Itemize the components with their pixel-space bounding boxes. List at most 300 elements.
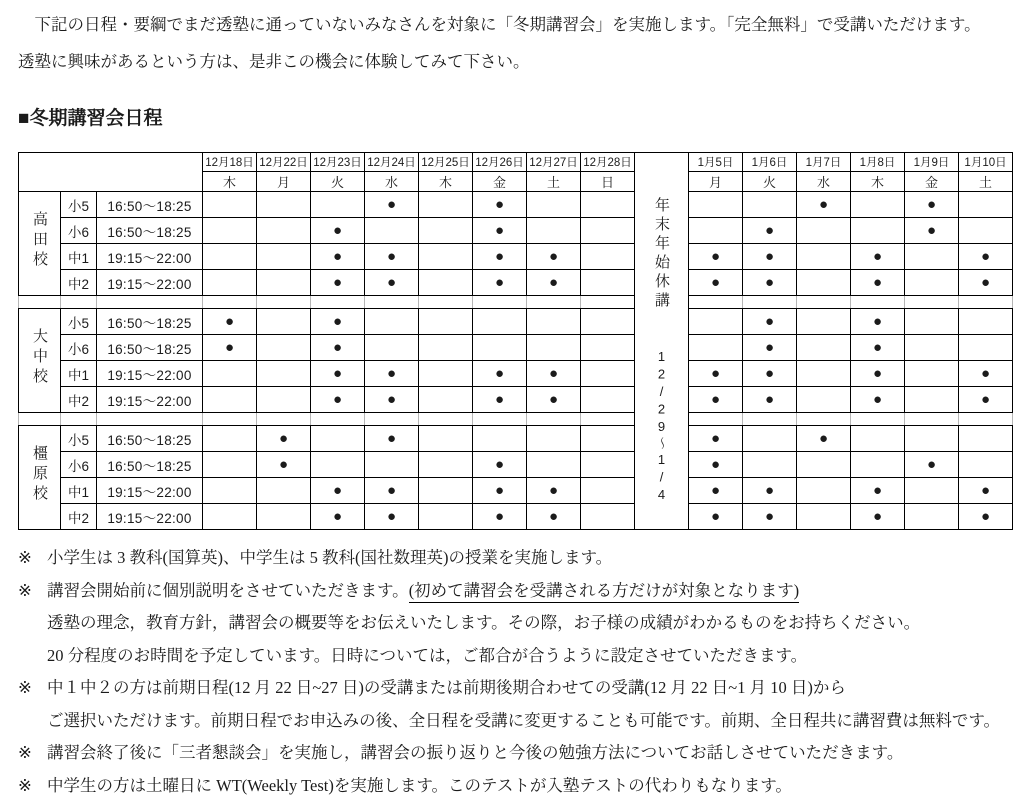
note-item [18, 542, 1010, 575]
note-text: 中学生の方は土曜日に WT(Weekly Test)を実施します。このテストが入塾テストの代わりもなります。 [47, 776, 792, 795]
grade-label: 小5 [61, 309, 97, 335]
weekday-cell: 金 [473, 172, 527, 192]
separator-cell [851, 413, 905, 426]
separator-cell [689, 413, 743, 426]
separator-row [19, 296, 1013, 309]
separator-cell [97, 413, 203, 426]
note-marker: ※ [18, 672, 47, 737]
separator-cell [851, 296, 905, 309]
separator-cell [581, 296, 635, 309]
schedule-dot-cell: ● [311, 335, 365, 361]
note-lines [47, 542, 1010, 575]
schedule-empty-cell [797, 478, 851, 504]
grade-label: 中1 [61, 244, 97, 270]
schedule-empty-cell [473, 335, 527, 361]
schedule-empty-cell [959, 452, 1013, 478]
schedule-row [19, 309, 1013, 335]
schedule-empty-cell [851, 192, 905, 218]
schedule-empty-cell [473, 426, 527, 452]
schedule-empty-cell [797, 270, 851, 296]
schedule-empty-cell [527, 452, 581, 478]
schedule-empty-cell [581, 218, 635, 244]
schedule-empty-cell [365, 309, 419, 335]
separator-cell [797, 413, 851, 426]
schedule-empty-cell [203, 504, 257, 530]
schedule-dot-cell: ● [311, 244, 365, 270]
schedule-empty-cell [365, 335, 419, 361]
schedule-row [19, 335, 1013, 361]
grade-label: 小5 [61, 192, 97, 218]
schedule-dot-cell: ● [311, 270, 365, 296]
schedule-empty-cell [959, 426, 1013, 452]
schedule-dot-cell: ● [365, 387, 419, 413]
schedule-empty-cell [527, 335, 581, 361]
separator-cell [743, 296, 797, 309]
separator-cell [61, 413, 97, 426]
note-line [47, 770, 1010, 802]
holiday-period: 12/29～1/4 [655, 349, 668, 505]
schedule-empty-cell [797, 361, 851, 387]
schedule-dot-cell: ● [473, 361, 527, 387]
schedule-empty-cell [365, 452, 419, 478]
holiday-title: 年末年始休講 [654, 197, 669, 311]
schedule-empty-cell [419, 426, 473, 452]
schedule-row [19, 478, 1013, 504]
date-header-cell: 12月23日 [311, 153, 365, 172]
schedule-dot-cell: ● [311, 504, 365, 530]
note-item [18, 770, 1010, 802]
school-name: 橿原校 [32, 445, 47, 505]
schedule-empty-cell [797, 244, 851, 270]
schedule-dot-cell: ● [851, 335, 905, 361]
schedule-empty-cell [203, 387, 257, 413]
schedule-empty-cell [581, 335, 635, 361]
schedule-empty-cell [797, 309, 851, 335]
schedule-empty-cell [527, 218, 581, 244]
time-slot: 16:50～18:25 [97, 192, 203, 218]
schedule-dot-cell: ● [689, 478, 743, 504]
weekday-cell: 水 [797, 172, 851, 192]
schedule-dot-cell: ● [851, 478, 905, 504]
schedule-dot-cell: ● [365, 270, 419, 296]
note-text: ご選択いただけます。前期日程でお申込みの後、全日程を受講に変更することも可能です。前期、全日程共に講習費は無料です。 [47, 711, 1000, 730]
note-lines [47, 575, 1010, 673]
schedule-empty-cell [257, 335, 311, 361]
weekday-cell: 火 [311, 172, 365, 192]
schedule-empty-cell [257, 387, 311, 413]
schedule-dot-cell: ● [527, 387, 581, 413]
schedule-empty-cell [581, 478, 635, 504]
separator-row [19, 413, 1013, 426]
separator-cell [581, 413, 635, 426]
schedule-empty-cell [959, 309, 1013, 335]
section-heading: ■冬期講習会日程 [18, 106, 1010, 132]
schedule-dot-cell: ● [311, 387, 365, 413]
note-line [47, 672, 1010, 705]
grade-label: 小6 [61, 335, 97, 361]
schedule-dot-cell: ● [527, 244, 581, 270]
schedule-dot-cell: ● [851, 244, 905, 270]
date-header-cell: 1月6日 [743, 153, 797, 172]
schedule-empty-cell [581, 426, 635, 452]
date-header-cell: 1月8日 [851, 153, 905, 172]
weekday-cell: 水 [365, 172, 419, 192]
schedule-dot-cell: ● [851, 309, 905, 335]
schedule-dot-cell: ● [797, 192, 851, 218]
note-line [47, 705, 1010, 738]
date-header-cell: 12月26日 [473, 153, 527, 172]
schedule-dot-cell: ● [743, 335, 797, 361]
date-header-cell: 12月22日 [257, 153, 311, 172]
intro-line-2: 透塾に興味があるという方は、是非この機会に体験してみて下さい。 [18, 43, 1010, 80]
time-slot: 19:15～22:00 [97, 387, 203, 413]
schedule-empty-cell [743, 452, 797, 478]
separator-cell [905, 296, 959, 309]
schedule-empty-cell [419, 335, 473, 361]
schedule-dot-cell: ● [311, 309, 365, 335]
note-marker: ※ [18, 575, 47, 673]
schedule-dot-cell: ● [311, 478, 365, 504]
date-header-cell: 1月9日 [905, 153, 959, 172]
schedule-empty-cell [905, 270, 959, 296]
schedule-empty-cell [581, 192, 635, 218]
schedule-row [19, 387, 1013, 413]
schedule-dot-cell: ● [527, 270, 581, 296]
separator-cell [473, 413, 527, 426]
schedule-empty-cell [311, 192, 365, 218]
date-header-cell: 12月28日 [581, 153, 635, 172]
schedule-dot-cell: ● [743, 361, 797, 387]
schedule-empty-cell [581, 504, 635, 530]
schedule-empty-cell [743, 192, 797, 218]
schedule-dot-cell: ● [365, 244, 419, 270]
schedule-empty-cell [203, 452, 257, 478]
note-text: 中１中２の方は前期日程(12 月 22 日~27 日)の受講または前期後期合わせての受講(12 月 22 日~1 月 10 日)から [47, 678, 846, 697]
schedule-row [19, 218, 1013, 244]
schedule-empty-cell [581, 270, 635, 296]
schedule-dot-cell: ● [959, 244, 1013, 270]
weekday-cell: 金 [905, 172, 959, 192]
time-slot: 16:50～18:25 [97, 335, 203, 361]
schedule-empty-cell [581, 244, 635, 270]
grade-label: 中2 [61, 270, 97, 296]
separator-cell [743, 413, 797, 426]
schedule-row [19, 192, 1013, 218]
note-line [47, 737, 1010, 770]
separator-cell [689, 296, 743, 309]
date-header-cell: 12月24日 [365, 153, 419, 172]
schedule-empty-cell [419, 270, 473, 296]
schedule-empty-cell [527, 192, 581, 218]
note-line [47, 640, 1010, 673]
holiday-column [635, 153, 689, 530]
schedule-dot-cell: ● [473, 504, 527, 530]
date-header-cell: 12月27日 [527, 153, 581, 172]
schedule-empty-cell [419, 504, 473, 530]
time-slot: 19:15～22:00 [97, 244, 203, 270]
schedule-empty-cell [689, 192, 743, 218]
note-lines [47, 737, 1010, 770]
schedule-empty-cell [689, 335, 743, 361]
schedule-empty-cell [257, 478, 311, 504]
schedule-dot-cell: ● [527, 478, 581, 504]
note-text: 講習会開始前に個別説明をさせていただきます。 [47, 581, 409, 600]
schedule-empty-cell [311, 426, 365, 452]
time-slot: 16:50～18:25 [97, 452, 203, 478]
schedule-dot-cell: ● [527, 504, 581, 530]
separator-cell [61, 296, 97, 309]
schedule-empty-cell [851, 218, 905, 244]
schedule-empty-cell [959, 218, 1013, 244]
separator-cell [365, 296, 419, 309]
schedule-empty-cell [581, 309, 635, 335]
schedule-empty-cell [905, 335, 959, 361]
schedule-dot-cell: ● [689, 387, 743, 413]
separator-cell [419, 296, 473, 309]
schedule-dot-cell: ● [905, 192, 959, 218]
schedule-empty-cell [257, 504, 311, 530]
separator-cell [19, 296, 61, 309]
schedule-empty-cell [419, 192, 473, 218]
schedule-dot-cell: ● [689, 426, 743, 452]
grade-label: 小6 [61, 218, 97, 244]
time-slot: 19:15～22:00 [97, 478, 203, 504]
separator-cell [797, 296, 851, 309]
schedule-empty-cell [581, 361, 635, 387]
separator-cell [257, 413, 311, 426]
weekday-cell: 木 [851, 172, 905, 192]
date-header-cell: 1月5日 [689, 153, 743, 172]
schedule-empty-cell [203, 270, 257, 296]
schedule-dot-cell: ● [689, 452, 743, 478]
schedule-dot-cell: ● [473, 478, 527, 504]
time-slot: 19:15～22:00 [97, 504, 203, 530]
schedule-empty-cell [203, 244, 257, 270]
schedule-dot-cell: ● [365, 192, 419, 218]
schedule-dot-cell: ● [365, 426, 419, 452]
weekday-cell: 土 [527, 172, 581, 192]
note-line [47, 607, 1010, 640]
separator-cell [311, 413, 365, 426]
weekday-cell: 火 [743, 172, 797, 192]
note-underlined-text: (初めて講習会を受講される方だけが対象となります) [409, 581, 800, 603]
time-slot: 19:15～22:00 [97, 361, 203, 387]
schedule-dot-cell: ● [311, 361, 365, 387]
date-header-cell: 12月25日 [419, 153, 473, 172]
schedule-empty-cell [203, 218, 257, 244]
separator-cell [257, 296, 311, 309]
weekday-cell: 木 [203, 172, 257, 192]
schedule-empty-cell [905, 426, 959, 452]
date-header-cell: 1月10日 [959, 153, 1013, 172]
schedule-empty-cell [257, 309, 311, 335]
schedule-empty-cell [419, 478, 473, 504]
schedule-dot-cell: ● [959, 270, 1013, 296]
schedule-dot-cell: ● [905, 452, 959, 478]
schedule-empty-cell [797, 387, 851, 413]
schedule-dot-cell: ● [689, 361, 743, 387]
grade-label: 中2 [61, 387, 97, 413]
separator-cell [473, 296, 527, 309]
schedule-dot-cell: ● [743, 478, 797, 504]
schedule-dot-cell: ● [473, 244, 527, 270]
schedule-empty-cell [527, 426, 581, 452]
holiday-text [635, 177, 688, 505]
schedule-row [19, 426, 1013, 452]
note-text: 20 分程度のお時間を予定しています。日時については，ご都合が合うように設定させていただきます。 [47, 646, 807, 665]
time-slot: 19:15～22:00 [97, 270, 203, 296]
schedule-row [19, 452, 1013, 478]
schedule-row [19, 361, 1013, 387]
schedule-table [18, 152, 1013, 530]
weekday-cell: 木 [419, 172, 473, 192]
schedule-empty-cell [419, 361, 473, 387]
school-name-cell [19, 426, 61, 530]
schedule-empty-cell [419, 452, 473, 478]
separator-cell [97, 296, 203, 309]
schedule-empty-cell [905, 387, 959, 413]
schedule-empty-cell [311, 452, 365, 478]
schedule-dot-cell: ● [257, 452, 311, 478]
schedule-dot-cell: ● [743, 218, 797, 244]
schedule-empty-cell [257, 192, 311, 218]
schedule-dot-cell: ● [473, 270, 527, 296]
separator-cell [311, 296, 365, 309]
grade-label: 中1 [61, 361, 97, 387]
schedule-empty-cell [419, 244, 473, 270]
schedule-row [19, 244, 1013, 270]
schedule-dot-cell: ● [851, 387, 905, 413]
schedule-dot-cell: ● [257, 426, 311, 452]
separator-cell [365, 413, 419, 426]
schedule-empty-cell [419, 309, 473, 335]
note-text: 講習会終了後に「三者懇談会」を実施し，講習会の振り返りと今後の勉強方法についてお話しさせていただきます。 [47, 743, 903, 762]
schedule-empty-cell [257, 244, 311, 270]
schedule-dot-cell: ● [365, 504, 419, 530]
schedule-dot-cell: ● [473, 218, 527, 244]
weekday-cell: 土 [959, 172, 1013, 192]
schedule-dot-cell: ● [689, 244, 743, 270]
date-header-cell: 12月18日 [203, 153, 257, 172]
schedule-empty-cell [905, 361, 959, 387]
schedule-dot-cell: ● [473, 192, 527, 218]
table-corner [19, 153, 203, 192]
schedule-empty-cell [959, 335, 1013, 361]
school-name-cell [19, 309, 61, 413]
schedule-empty-cell [959, 192, 1013, 218]
schedule-dot-cell: ● [203, 335, 257, 361]
schedule-empty-cell [365, 218, 419, 244]
schedule-dot-cell: ● [959, 504, 1013, 530]
schedule-dot-cell: ● [959, 478, 1013, 504]
note-marker: ※ [18, 770, 47, 802]
schedule-dot-cell: ● [851, 504, 905, 530]
schedule-dot-cell: ● [743, 270, 797, 296]
schedule-empty-cell [581, 452, 635, 478]
schedule-empty-cell [797, 218, 851, 244]
schedule-empty-cell [581, 387, 635, 413]
grade-label: 小5 [61, 426, 97, 452]
schedule-dot-cell: ● [311, 218, 365, 244]
schedule-dot-cell: ● [851, 361, 905, 387]
schedule-dot-cell: ● [473, 387, 527, 413]
school-name-cell [19, 192, 61, 296]
schedule-dot-cell: ● [365, 361, 419, 387]
schedule-empty-cell [257, 270, 311, 296]
note-item [18, 672, 1010, 737]
schedule-dot-cell: ● [743, 387, 797, 413]
schedule-dot-cell: ● [473, 452, 527, 478]
schedule-dot-cell: ● [743, 504, 797, 530]
schedule-empty-cell [419, 387, 473, 413]
schedule-empty-cell [203, 192, 257, 218]
separator-cell [203, 296, 257, 309]
schedule-empty-cell [689, 218, 743, 244]
separator-cell [419, 413, 473, 426]
schedule-empty-cell [905, 478, 959, 504]
separator-cell [203, 413, 257, 426]
intro-line-1: 下記の日程・要綱でまだ透塾に通っていないみなさんを対象に「冬期講習会」を実施します。「完全無料」で受講いただけます。 [18, 6, 1010, 43]
schedule-empty-cell [203, 426, 257, 452]
schedule-dot-cell: ● [527, 361, 581, 387]
separator-cell [527, 296, 581, 309]
schedule-empty-cell [527, 309, 581, 335]
schedule-dot-cell: ● [797, 426, 851, 452]
note-marker: ※ [18, 542, 47, 575]
time-slot: 16:50～18:25 [97, 426, 203, 452]
separator-cell [905, 413, 959, 426]
note-lines [47, 770, 1010, 802]
note-line [47, 542, 1010, 575]
schedule-empty-cell [797, 504, 851, 530]
note-marker: ※ [18, 737, 47, 770]
weekday-cell: 日 [581, 172, 635, 192]
intro-paragraph [18, 6, 1010, 80]
schedule-dot-cell: ● [851, 270, 905, 296]
notes-list [18, 542, 1010, 802]
schedule-empty-cell [203, 478, 257, 504]
schedule-dot-cell: ● [689, 270, 743, 296]
schedule-empty-cell [851, 452, 905, 478]
schedule-empty-cell [905, 504, 959, 530]
schedule-empty-cell [743, 426, 797, 452]
schedule-dot-cell: ● [203, 309, 257, 335]
note-text: 透塾の理念，教育方針，講習会の概要等をお伝えいたします。その際，お子様の成績がわかるものをお持ちください。 [47, 613, 920, 632]
schedule-dot-cell: ● [905, 218, 959, 244]
weekday-cell: 月 [257, 172, 311, 192]
note-line [47, 575, 1010, 608]
note-item [18, 737, 1010, 770]
separator-cell [19, 413, 61, 426]
note-text: 小学生は 3 教科(国算英)、中学生は 5 教科(国社数理英)の授業を実施します。 [47, 548, 612, 567]
schedule-dot-cell: ● [959, 361, 1013, 387]
schedule-empty-cell [797, 452, 851, 478]
weekday-cell: 月 [689, 172, 743, 192]
separator-cell [959, 413, 1013, 426]
separator-cell [959, 296, 1013, 309]
note-lines [47, 672, 1010, 737]
schedule-empty-cell [851, 426, 905, 452]
school-name: 大中校 [32, 328, 47, 388]
schedule-empty-cell [419, 218, 473, 244]
schedule-empty-cell [905, 309, 959, 335]
header-row-dates [19, 153, 1013, 172]
separator-cell [527, 413, 581, 426]
date-header-cell: 1月7日 [797, 153, 851, 172]
schedule-empty-cell [203, 361, 257, 387]
schedule-empty-cell [257, 218, 311, 244]
schedule-empty-cell [797, 335, 851, 361]
